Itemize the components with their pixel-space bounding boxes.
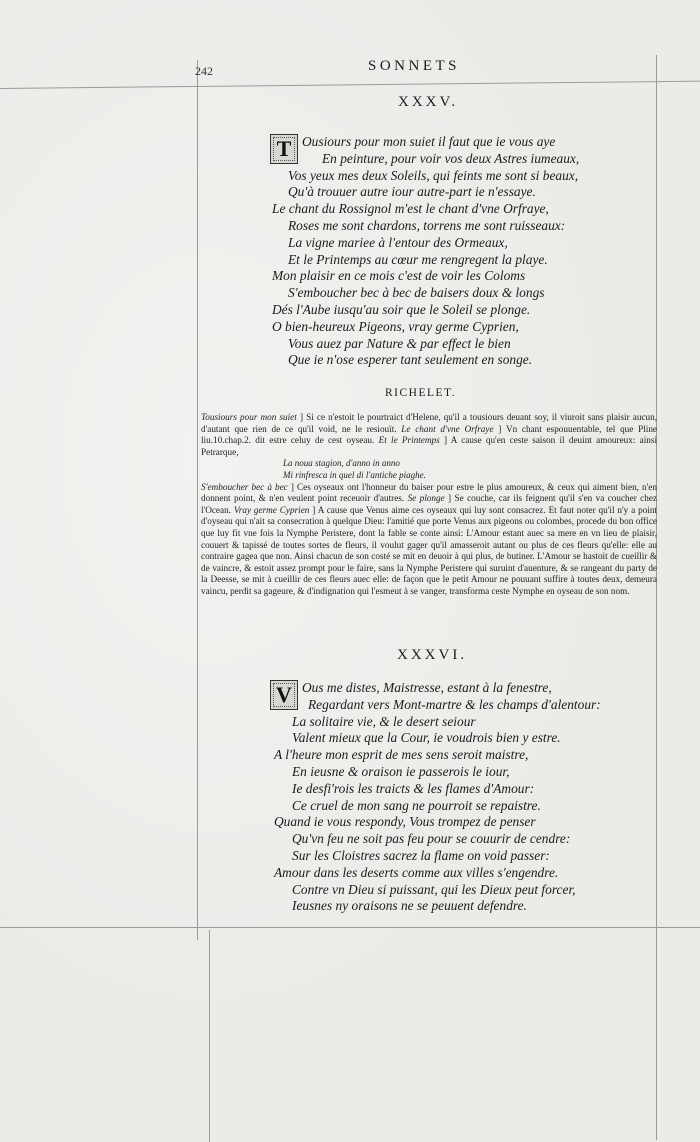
verse-line: Qu'à trouuer autre iour autre-part ie n'essaye.	[288, 184, 536, 200]
lemma: S'emboucher bec à bec	[201, 481, 288, 492]
page-number: 242	[195, 64, 213, 78]
lemma: Tousiours pour mon suiet	[201, 412, 297, 422]
verse-line: Que ie n'ose esperer tant seulement en songe.	[288, 352, 533, 368]
note-text: ] A cause qu'en ceste saison il deuint amoureux: ainsi Petrarque,	[201, 435, 658, 457]
verse-line: Ous me distes, Maistresse, estant à la fenestre,	[302, 680, 552, 695]
note-text: ] A cause que Venus aime ces oyseaux qui luy sont consacrez. Et faut noter qu'il n'y a point d'oyseau qui n'ait sa consecration à quelque Dieu: l'amitié que porte Venus aux pigeons ou colombes, procede du bon office que luy fit vne fois la Nymphe Peristere, dont la fable se conte ainsi: L'Amour estant auec sa mere en vn lieu de plaisir, couuert & tapissé de toutes sortes de fleurs, il voulut gager qu'il amasseroit autant ou plus de ces fleurs qu'elle: elle au contraire gagea que non. Ainsi chacun de son costé se mit en deuoir à qui plus, de butiner. L'Amour se hastoit de cueillir & de vaincre, & estoit assez prompt pour le faire, sans la Nymphe Peristere qui suruint d'auenture, & se rangeant du party de la Deesse, se mit à cueillir de ces fleurs auec elle: de façon que le petit Amour ne pouuant suffire à toutes deux, demeura vaincu, perdit sa gageure, & d'indignation qui l'esmeut à se vanger, transforma ceste Nymphe en oyseau de son nom.	[201, 504, 657, 596]
verse-line: Quand ie vous respondy, Vous trompez de penser	[274, 814, 536, 830]
verse-line: A l'heure mon esprit de mes sens seroit maistre,	[274, 747, 529, 763]
verse-line: La vigne mariee à l'entour des Ormeaux,	[288, 234, 508, 250]
verse-line: Valent mieux que la Cour, ie voudrois bien y estre.	[292, 730, 561, 746]
note-text: ] Si ce n'estoit le pourtraict d'Helene, qu'il a tousiours deuant soy, il viuroit sans plaisir aucun, d'autant que rien de ce qu'il void, ne le resiouït.	[201, 412, 658, 434]
petrarch-quote-line: La noua stagion, d'anno in anno	[283, 458, 400, 469]
frame-rule-bottom-left	[209, 930, 210, 1142]
verse-line: Ie desfi'rois les traicts & les flames d'Amour:	[292, 780, 535, 796]
note-text: ] Vn chant espouuentable, tel que Pline liu.10.chap.2. dit estre celuy de cest oyseau.	[201, 423, 657, 446]
verse-line: En peinture, pour voir vos deux Astres iumeaux,	[322, 150, 580, 166]
commentary-paragraph	[201, 482, 657, 598]
commentary-paragraph	[201, 412, 657, 458]
frame-rule-bottom	[0, 927, 700, 928]
verse-line: Ce cruel de mon sang ne pourroit se repaistre.	[292, 797, 541, 813]
sonnet-36-number: XXXVI.	[397, 647, 468, 663]
sonnet-36-initial: V	[270, 680, 298, 710]
frame-rule-left	[197, 60, 198, 940]
verse-line: O bien-heureux Pigeons, vray germe Cyprien,	[272, 318, 519, 334]
verse-line: En ieusne & oraison ie passerois le iour,	[292, 763, 510, 779]
verse-line: Ieusnes ny oraisons ne se peuuent defendre.	[292, 898, 527, 914]
verse-line: Qu'vn feu ne soit pas feu pour se couurir de cendre:	[292, 831, 571, 847]
verse-line: Roses me sont chardons, torrens me sont ruisseaux:	[288, 217, 566, 233]
verse-line: Sur les Cloistres sacrez la flame on void passer:	[292, 847, 550, 863]
sonnet-35	[272, 134, 652, 369]
note-text: ] Se couche, car ils feignent qu'il s'en va coucher chez l'Ocean.	[201, 493, 658, 515]
sonnet-35-initial: T	[270, 134, 298, 164]
lemma: Vray germe Cyprien	[233, 504, 310, 515]
commentary	[201, 412, 657, 598]
frame-rule-top	[0, 81, 700, 89]
verse-line: Et le Printemps au cœur me rengregent la playe.	[288, 251, 548, 267]
sonnet-36	[272, 680, 652, 915]
verse-line: Dés l'Aube iusqu'au soir que le Soleil se plonge.	[272, 301, 531, 317]
sonnet-35-number: XXXV.	[398, 94, 459, 110]
lemma: Se plonge	[407, 493, 445, 504]
verse-line: Vous auez par Nature & par effect le bien	[288, 335, 511, 351]
verse-line: Amour dans les deserts comme aux villes s'engendre.	[274, 864, 559, 880]
frame-rule-right	[656, 55, 657, 1140]
commentary-author: RICHELET.	[385, 387, 457, 399]
lemma: Le chant d'vne Orfraye	[401, 423, 494, 434]
verse-line: Regardant vers Mont-martre & les champs d'alentour:	[308, 696, 601, 712]
verse-line: Contre vn Dieu si puissant, qui les Dieux peut forcer,	[292, 881, 576, 897]
verse-line: Ousiours pour mon suiet il faut que ie vous aye	[302, 134, 556, 149]
lemma: Et le Printemps	[378, 435, 440, 446]
verse-line: Vos yeux mes deux Soleils, qui feints me sont si beaux,	[288, 167, 579, 183]
note-text: ] Ces oyseaux ont l'honneur du baiser pour estre le plus amoureux, & ceux qui aiment bien, n'en donnent point, & n'en veulent point receuoir d'autres.	[201, 481, 657, 504]
running-head: SONNETS	[368, 58, 461, 74]
verse-line: Le chant du Rossignol m'est le chant d'vne Orfraye,	[272, 201, 549, 217]
petrarch-quote-line: Mi rinfresca in quel di l'antiche piaghe.	[283, 469, 426, 480]
verse-line: S'emboucher bec à bec de baisers doux & longs	[288, 285, 545, 301]
verse-line: La solitaire vie, & le desert seiour	[292, 713, 476, 729]
verse-line: Mon plaisir en ce mois c'est de voir les Coloms	[272, 268, 526, 284]
